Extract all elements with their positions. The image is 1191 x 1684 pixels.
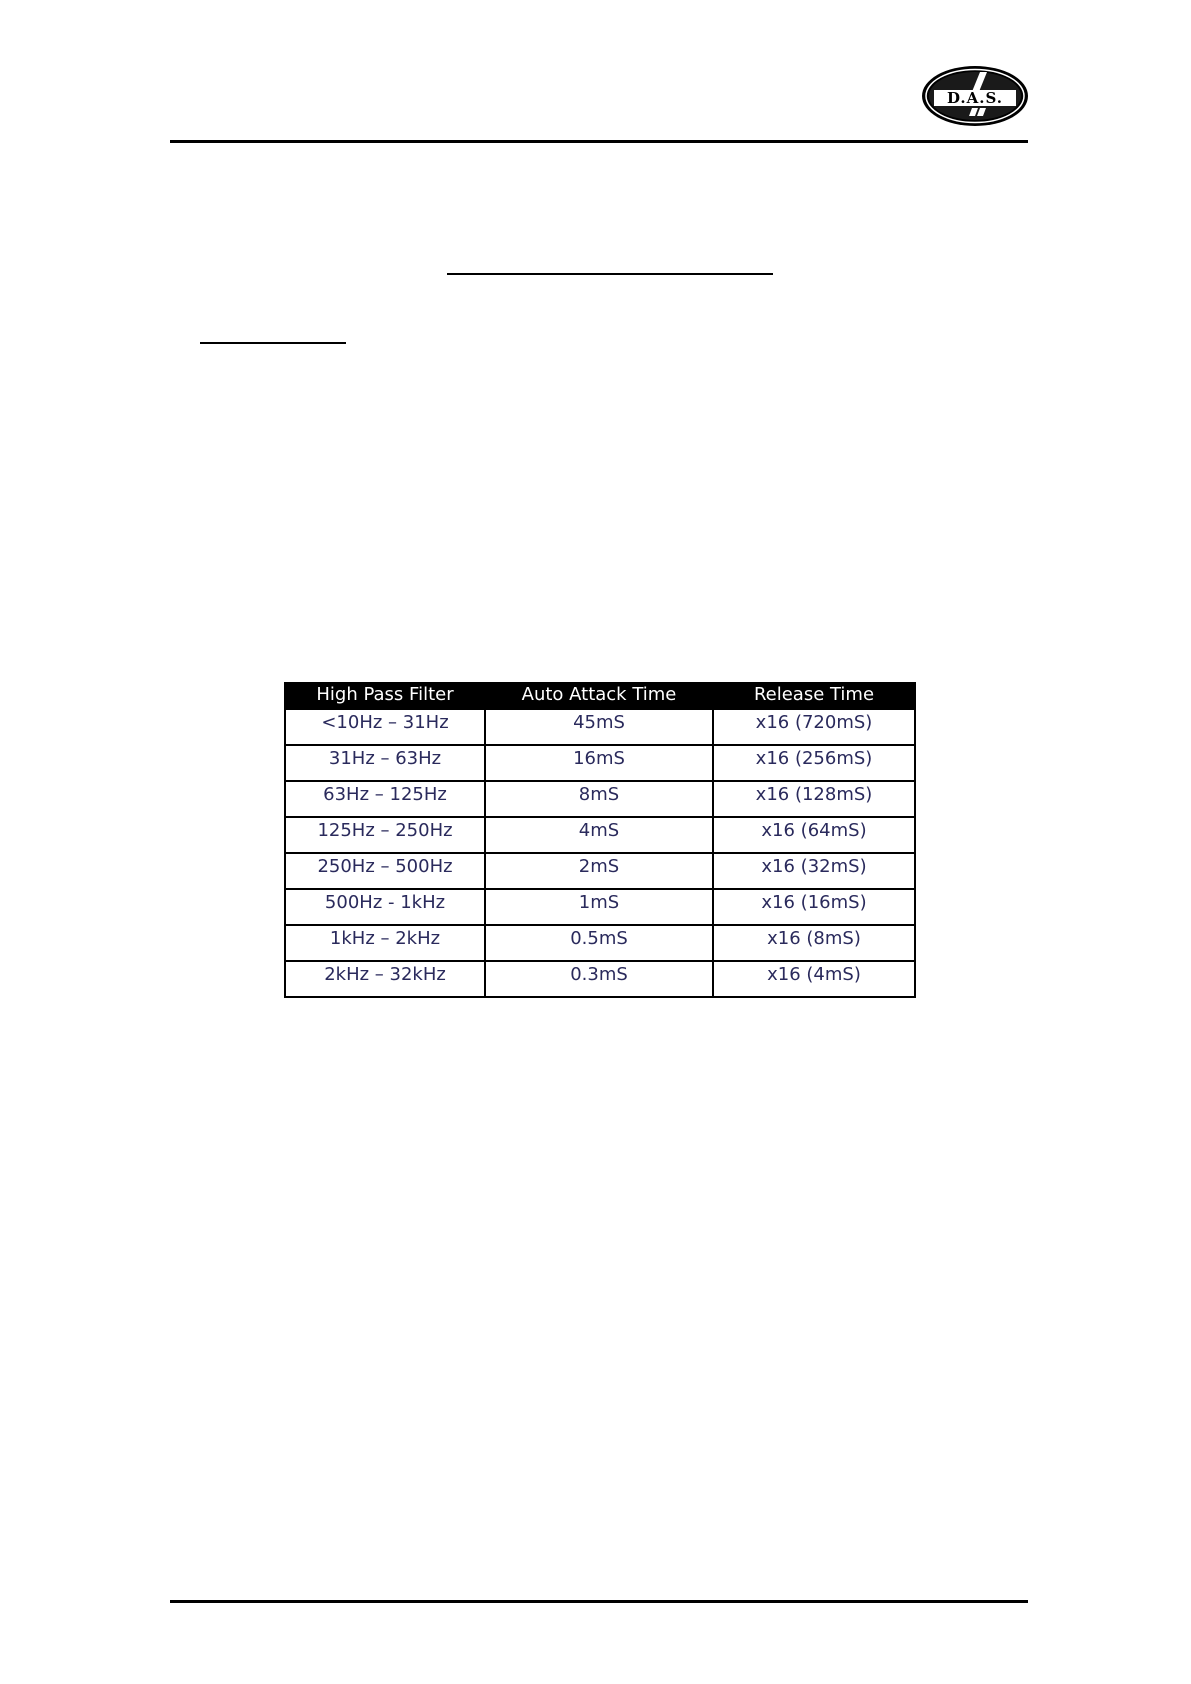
cell-auto-attack-time: 2mS bbox=[485, 853, 713, 889]
cell-high-pass-filter: 2kHz – 32kHz bbox=[285, 961, 485, 997]
cell-auto-attack-time: 16mS bbox=[485, 745, 713, 781]
cell-auto-attack-time: 45mS bbox=[485, 709, 713, 745]
cell-high-pass-filter: 250Hz – 500Hz bbox=[285, 853, 485, 889]
title-underline bbox=[447, 273, 773, 275]
cell-high-pass-filter: 1kHz – 2kHz bbox=[285, 925, 485, 961]
table-row bbox=[285, 781, 915, 817]
cell-release-time: x16 (256mS) bbox=[713, 745, 915, 781]
cell-auto-attack-time: 0.5mS bbox=[485, 925, 713, 961]
cell-release-time: x16 (720mS) bbox=[713, 709, 915, 745]
table-row bbox=[285, 925, 915, 961]
table-row bbox=[285, 961, 915, 997]
header-rule bbox=[170, 140, 1028, 143]
column-header-release-time: Release Time bbox=[713, 682, 915, 709]
cell-high-pass-filter: 31Hz – 63Hz bbox=[285, 745, 485, 781]
cell-high-pass-filter: <10Hz – 31Hz bbox=[285, 709, 485, 745]
table-row bbox=[285, 745, 915, 781]
table-header-row bbox=[285, 682, 915, 709]
cell-release-time: x16 (8mS) bbox=[713, 925, 915, 961]
svg-text:D.A.S.: D.A.S. bbox=[946, 89, 1004, 107]
table-row bbox=[285, 709, 915, 745]
footer-rule bbox=[170, 1600, 1028, 1603]
cell-high-pass-filter: 63Hz – 125Hz bbox=[285, 781, 485, 817]
table-row bbox=[285, 853, 915, 889]
table-row bbox=[285, 817, 915, 853]
cell-high-pass-filter: 125Hz – 250Hz bbox=[285, 817, 485, 853]
column-header-auto-attack-time: Auto Attack Time bbox=[485, 682, 713, 709]
das-logo bbox=[920, 64, 1030, 128]
section-underline bbox=[200, 342, 346, 344]
limiter-timing-table-container bbox=[284, 682, 914, 998]
cell-release-time: x16 (64mS) bbox=[713, 817, 915, 853]
cell-release-time: x16 (16mS) bbox=[713, 889, 915, 925]
cell-auto-attack-time: 1mS bbox=[485, 889, 713, 925]
cell-release-time: x16 (32mS) bbox=[713, 853, 915, 889]
column-header-high-pass-filter: High Pass Filter bbox=[285, 682, 485, 709]
cell-auto-attack-time: 4mS bbox=[485, 817, 713, 853]
cell-release-time: x16 (128mS) bbox=[713, 781, 915, 817]
cell-release-time: x16 (4mS) bbox=[713, 961, 915, 997]
table-row bbox=[285, 889, 915, 925]
cell-high-pass-filter: 500Hz - 1kHz bbox=[285, 889, 485, 925]
limiter-timing-table bbox=[284, 682, 916, 998]
cell-auto-attack-time: 8mS bbox=[485, 781, 713, 817]
cell-auto-attack-time: 0.3mS bbox=[485, 961, 713, 997]
